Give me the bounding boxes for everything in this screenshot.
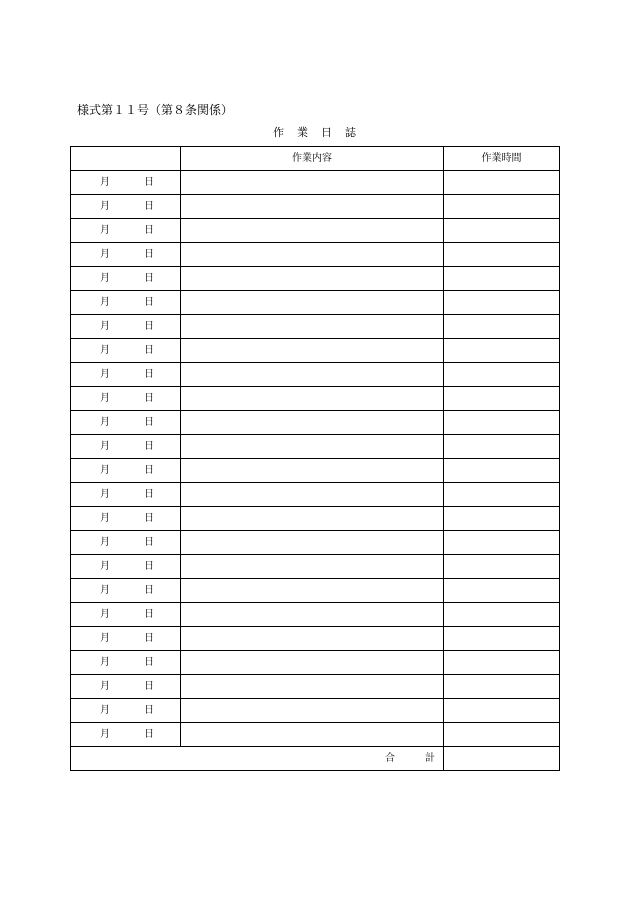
month-label: 月: [100, 225, 110, 236]
content-cell[interactable]: [181, 387, 444, 411]
log-row: [71, 459, 560, 483]
content-cell[interactable]: [181, 339, 444, 363]
date-cell[interactable]: [71, 603, 181, 627]
hours-cell[interactable]: [444, 267, 560, 291]
hours-cell[interactable]: [444, 339, 560, 363]
month-label: 月: [100, 177, 110, 188]
month-label: 月: [100, 465, 110, 476]
content-cell[interactable]: [181, 435, 444, 459]
log-row: [71, 291, 560, 315]
log-row: [71, 387, 560, 411]
day-label: 日: [144, 249, 154, 260]
month-label: 月: [100, 321, 110, 332]
month-label: 月: [100, 561, 110, 572]
hours-cell[interactable]: [444, 315, 560, 339]
date-cell[interactable]: [71, 555, 181, 579]
month-label: 月: [100, 729, 110, 740]
hours-cell[interactable]: [444, 387, 560, 411]
content-cell[interactable]: [181, 531, 444, 555]
day-label: 日: [144, 345, 154, 356]
day-label: 日: [144, 585, 154, 596]
month-label: 月: [100, 705, 110, 716]
date-header: [71, 147, 181, 171]
date-cell[interactable]: [71, 627, 181, 651]
content-cell[interactable]: [181, 579, 444, 603]
date-cell[interactable]: [71, 195, 181, 219]
date-cell[interactable]: [71, 651, 181, 675]
work-log-table: [70, 146, 560, 771]
log-row: [71, 531, 560, 555]
content-cell[interactable]: [181, 219, 444, 243]
month-label: 月: [100, 441, 110, 452]
content-cell[interactable]: [181, 459, 444, 483]
day-label: 日: [144, 657, 154, 668]
content-cell[interactable]: [181, 171, 444, 195]
total-hours-cell[interactable]: [444, 747, 560, 771]
log-row: [71, 267, 560, 291]
month-label: 月: [100, 681, 110, 692]
hours-cell[interactable]: [444, 219, 560, 243]
month-label: 月: [100, 633, 110, 644]
date-cell[interactable]: [71, 387, 181, 411]
day-label: 日: [144, 633, 154, 644]
month-label: 月: [100, 585, 110, 596]
hours-cell[interactable]: [444, 195, 560, 219]
content-cell[interactable]: [181, 363, 444, 387]
total-label: 合 計: [71, 747, 444, 771]
hours-cell[interactable]: [444, 651, 560, 675]
content-cell[interactable]: [181, 507, 444, 531]
hours-cell[interactable]: [444, 603, 560, 627]
date-cell[interactable]: [71, 267, 181, 291]
day-label: 日: [144, 705, 154, 716]
content-cell[interactable]: [181, 675, 444, 699]
document-title: 作 業 日 誌: [273, 126, 357, 139]
day-label: 日: [144, 537, 154, 548]
date-cell[interactable]: [71, 219, 181, 243]
log-row: [71, 507, 560, 531]
month-label: 月: [100, 657, 110, 668]
content-cell[interactable]: [181, 627, 444, 651]
day-label: 日: [144, 489, 154, 500]
day-label: 日: [144, 225, 154, 236]
log-row: [71, 699, 560, 723]
day-label: 日: [144, 417, 154, 428]
content-cell[interactable]: [181, 555, 444, 579]
hours-cell[interactable]: [444, 531, 560, 555]
hours-cell[interactable]: [444, 699, 560, 723]
hours-cell[interactable]: [444, 243, 560, 267]
date-cell[interactable]: [71, 675, 181, 699]
content-cell[interactable]: [181, 315, 444, 339]
day-label: 日: [144, 465, 154, 476]
content-cell[interactable]: [181, 483, 444, 507]
day-label: 日: [144, 297, 154, 308]
log-row: [71, 675, 560, 699]
date-cell[interactable]: [71, 579, 181, 603]
hours-cell[interactable]: [444, 555, 560, 579]
day-label: 日: [144, 729, 154, 740]
work-log-body: [71, 147, 560, 771]
hours-cell[interactable]: [444, 507, 560, 531]
log-row: [71, 483, 560, 507]
log-row: [71, 195, 560, 219]
hours-cell[interactable]: [444, 627, 560, 651]
month-label: 月: [100, 489, 110, 500]
date-cell[interactable]: [71, 363, 181, 387]
date-cell[interactable]: [71, 723, 181, 747]
month-label: 月: [100, 609, 110, 620]
hours-header: 作業時間: [444, 147, 560, 171]
month-label: 月: [100, 369, 110, 380]
date-cell[interactable]: [71, 339, 181, 363]
log-row: [71, 627, 560, 651]
date-cell[interactable]: [71, 243, 181, 267]
content-cell[interactable]: [181, 411, 444, 435]
content-header: 作業内容: [181, 147, 444, 171]
header-row: [71, 147, 560, 171]
month-label: 月: [100, 513, 110, 524]
month-label: 月: [100, 297, 110, 308]
date-cell[interactable]: [71, 459, 181, 483]
date-cell[interactable]: [71, 483, 181, 507]
day-label: 日: [144, 393, 154, 404]
hours-cell[interactable]: [444, 483, 560, 507]
date-cell[interactable]: [71, 435, 181, 459]
content-cell[interactable]: [181, 243, 444, 267]
log-row: [71, 555, 560, 579]
log-row: [71, 315, 560, 339]
content-cell[interactable]: [181, 195, 444, 219]
content-cell[interactable]: [181, 651, 444, 675]
date-cell[interactable]: [71, 531, 181, 555]
hours-cell[interactable]: [444, 435, 560, 459]
date-cell[interactable]: [71, 507, 181, 531]
content-cell[interactable]: [181, 723, 444, 747]
day-label: 日: [144, 177, 154, 188]
log-row: [71, 723, 560, 747]
date-cell[interactable]: [71, 315, 181, 339]
date-cell[interactable]: [71, 699, 181, 723]
log-row: [71, 579, 560, 603]
log-row: [71, 243, 560, 267]
hours-cell[interactable]: [444, 459, 560, 483]
day-label: 日: [144, 321, 154, 332]
log-row: [71, 219, 560, 243]
hours-cell[interactable]: [444, 675, 560, 699]
content-cell[interactable]: [181, 699, 444, 723]
date-cell[interactable]: [71, 411, 181, 435]
log-row: [71, 603, 560, 627]
total-row: [71, 747, 560, 771]
day-label: 日: [144, 561, 154, 572]
log-row: [71, 363, 560, 387]
log-row: [71, 411, 560, 435]
content-cell[interactable]: [181, 267, 444, 291]
date-cell[interactable]: [71, 291, 181, 315]
log-row: [71, 651, 560, 675]
date-cell[interactable]: [71, 171, 181, 195]
hours-cell[interactable]: [444, 579, 560, 603]
month-label: 月: [100, 393, 110, 404]
hours-cell[interactable]: [444, 171, 560, 195]
day-label: 日: [144, 201, 154, 212]
hours-cell[interactable]: [444, 363, 560, 387]
month-label: 月: [100, 249, 110, 260]
content-cell[interactable]: [181, 603, 444, 627]
content-cell[interactable]: [181, 291, 444, 315]
day-label: 日: [144, 369, 154, 380]
day-label: 日: [144, 513, 154, 524]
day-label: 日: [144, 441, 154, 452]
month-label: 月: [100, 537, 110, 548]
hours-cell[interactable]: [444, 723, 560, 747]
log-row: [71, 339, 560, 363]
day-label: 日: [144, 273, 154, 284]
month-label: 月: [100, 273, 110, 284]
month-label: 月: [100, 345, 110, 356]
log-row: [71, 435, 560, 459]
month-label: 月: [100, 201, 110, 212]
day-label: 日: [144, 681, 154, 692]
hours-cell[interactable]: [444, 291, 560, 315]
form-number: 様式第１１号（第８条関係）: [77, 103, 234, 117]
day-label: 日: [144, 609, 154, 620]
log-row: [71, 171, 560, 195]
hours-cell[interactable]: [444, 411, 560, 435]
month-label: 月: [100, 417, 110, 428]
